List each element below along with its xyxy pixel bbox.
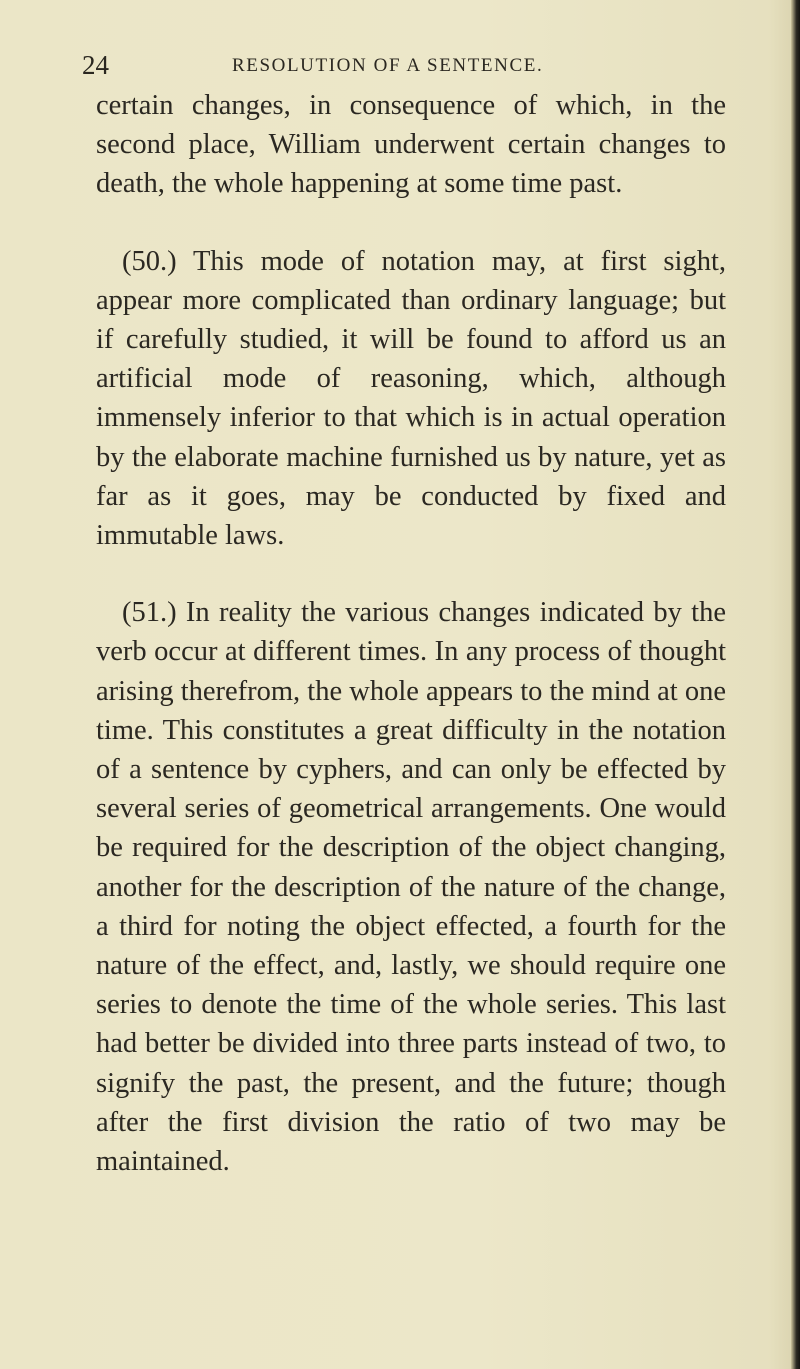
paragraph-50: (50.) This mode of notation may, at first sight, appear more complicated than ordinary language; but if carefully studied, it will be found to afford us an artificial mode of reasoning, which, although immensely inferior to that which is in actual operation by the elaborate machine furnished us by nature, yet as far as it goes, may be conducted by fixed and immutable laws. — [96, 245, 726, 552]
page-edge-shadow — [791, 0, 800, 1369]
paragraph-continuation: certain changes, in consequence of which, in the second place, William underwent certain changes to death, the whole happening at some time past. — [96, 90, 726, 200]
running-title: RESOLUTION OF A SENTENCE. — [232, 55, 544, 76]
paragraph-51: (51.) In reality the various changes indicated by the verb occur at different times. In any process of thought arising therefrom, the whole appears to the mind at one time. This constitutes a great difficulty in the notation of a sentence by cyphers, and can only be effected by several series of geometrical arrangements. One would be required for the description of the object changing, another for the description of the nature of the change, a third for noting the object effected, a fourth for the nature of the effect, and, lastly, we should require one series to denote the time of the whole series. This last had better be divided into three parts instead of two, to signify the past, the present, and the future; though after the first division the ratio of two may be maintained. — [96, 597, 726, 1178]
page-header — [82, 50, 722, 80]
body-text — [96, 86, 726, 1181]
page-number: 24 — [82, 50, 109, 80]
